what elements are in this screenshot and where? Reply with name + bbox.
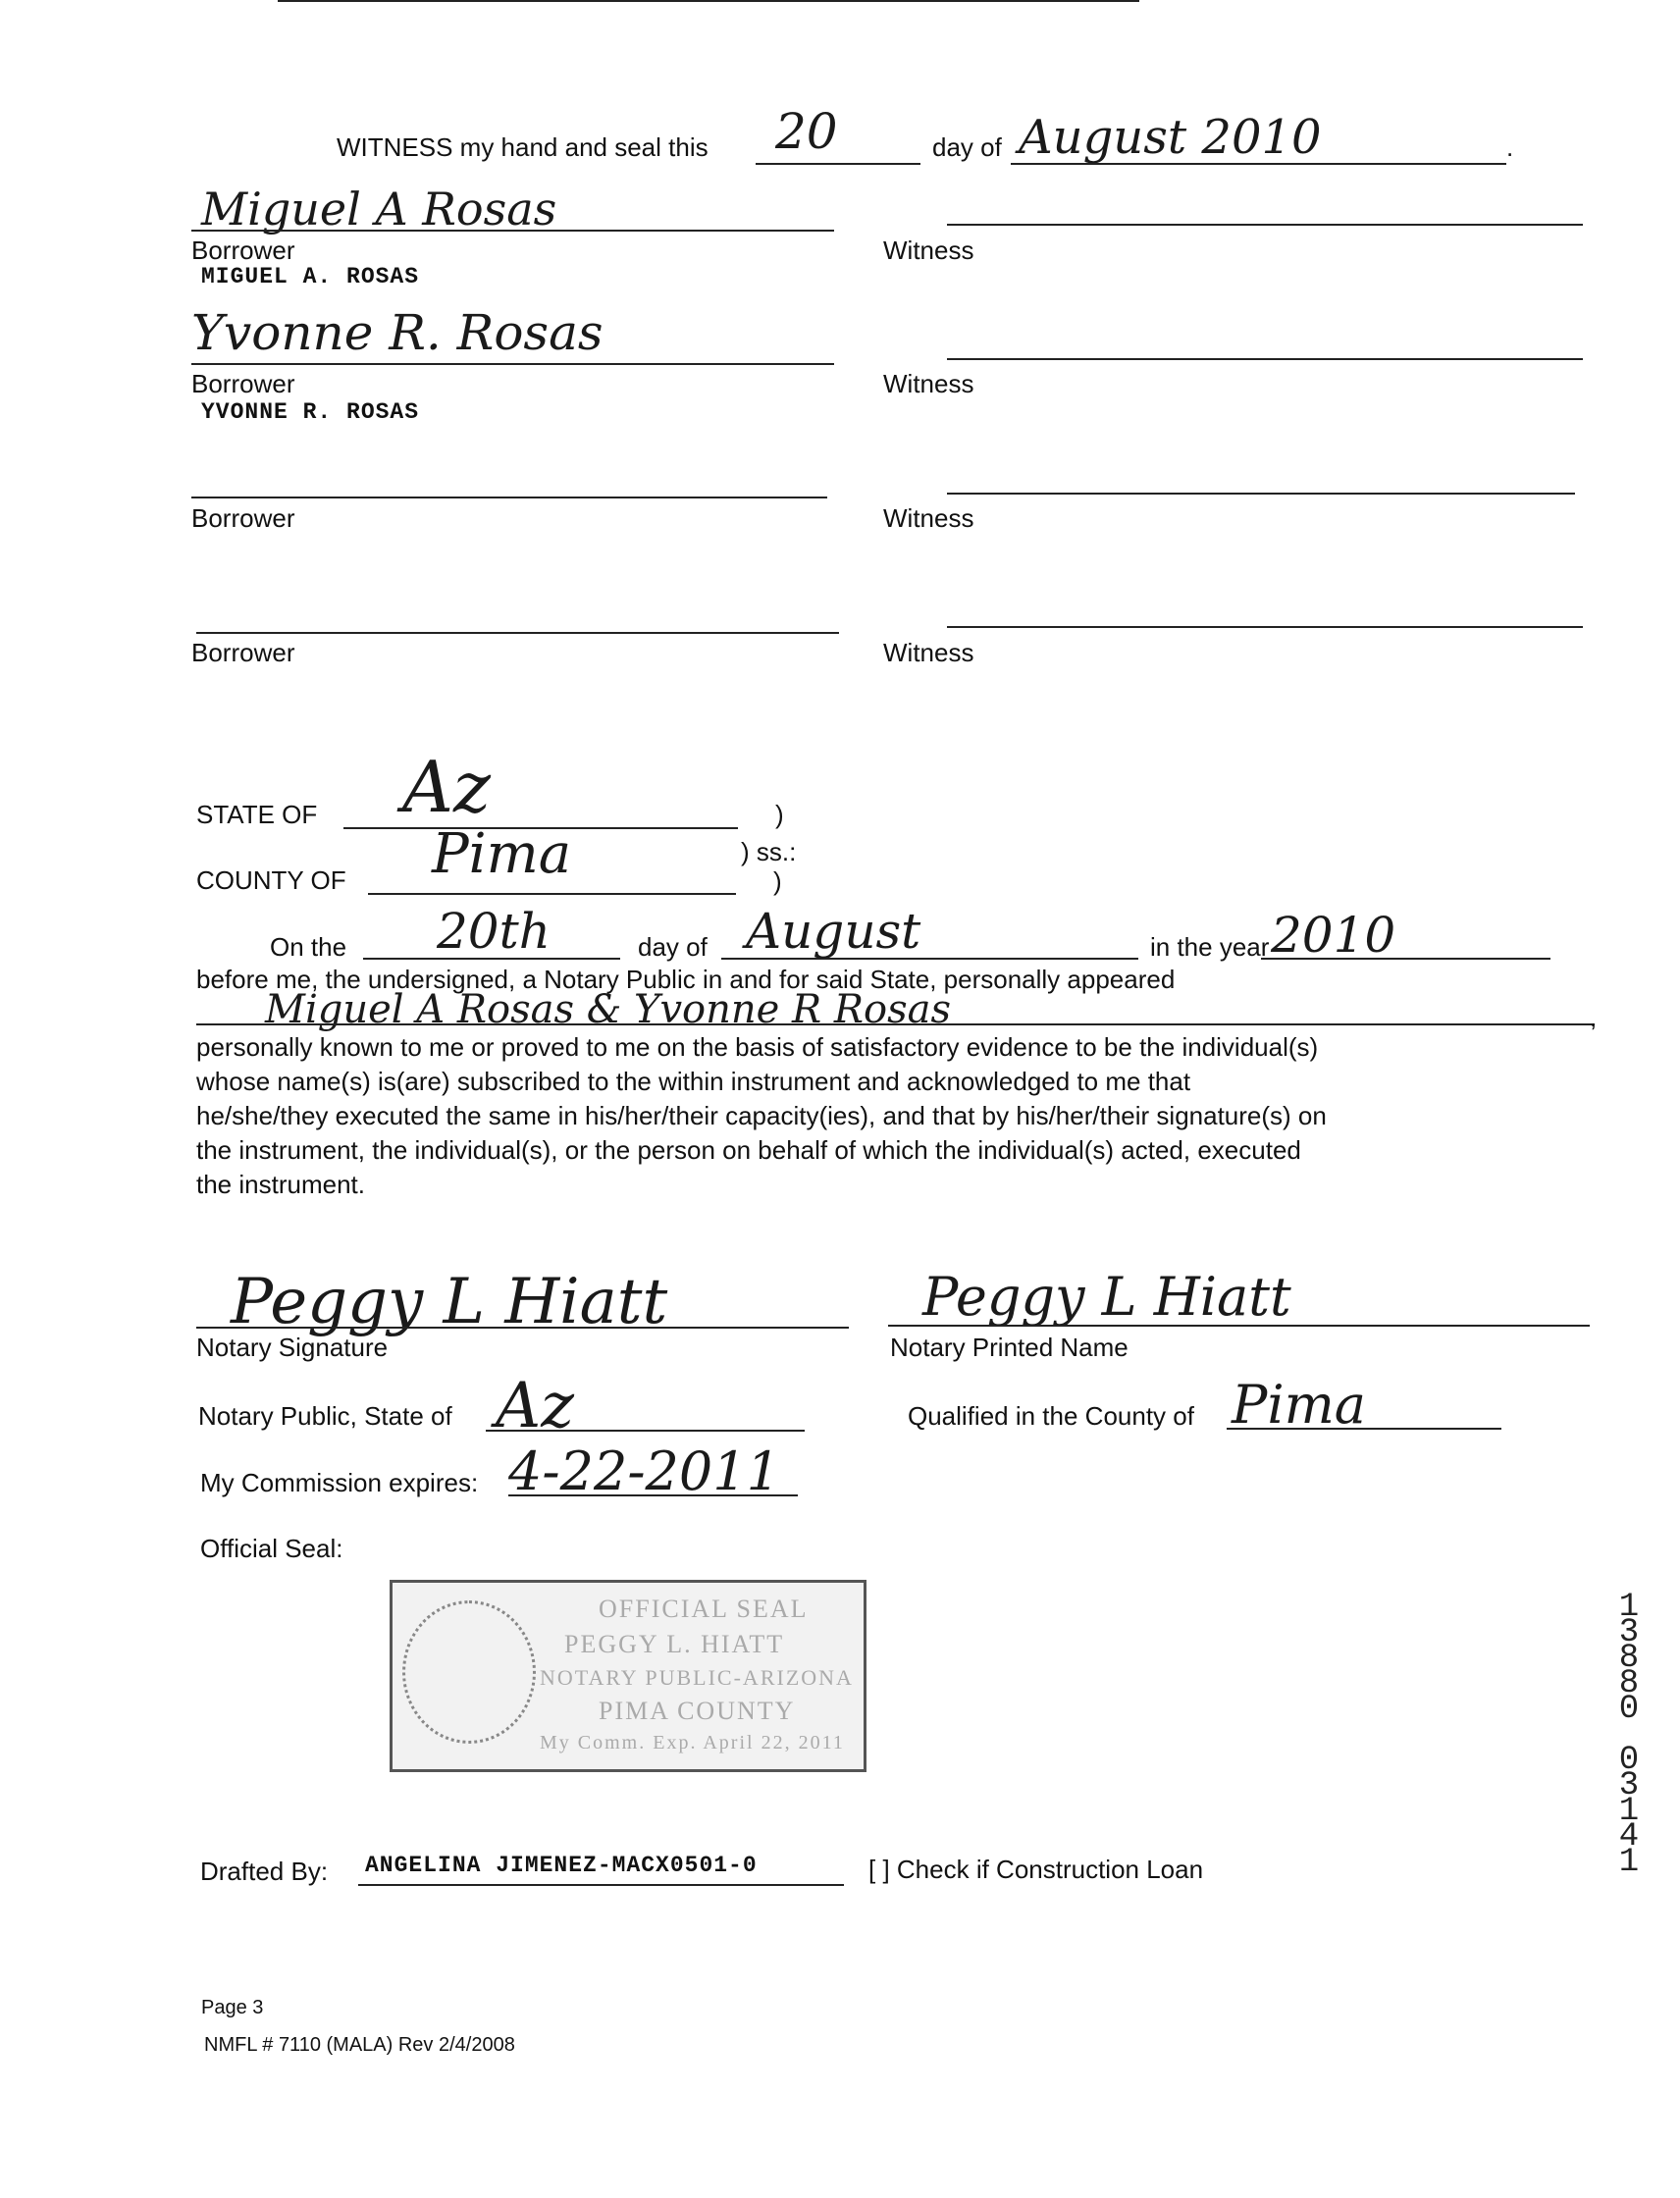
drafted-by-underline xyxy=(358,1884,844,1886)
day-of-label: day of xyxy=(638,932,708,962)
witness-1-line xyxy=(947,224,1583,226)
on-the-label: On the xyxy=(270,932,347,962)
commission-underline xyxy=(508,1494,798,1496)
borrower-1-line xyxy=(191,230,834,232)
recording-number-stamp: 1 3 8 8 0 0 3 1 4 1 xyxy=(1618,1589,1640,1881)
borrower-1-label: Borrower xyxy=(191,236,295,265)
witness-4-label: Witness xyxy=(883,638,974,667)
notary-state-underline xyxy=(486,1430,805,1432)
witness-prefix: WITNESS my hand and seal this xyxy=(337,132,709,162)
notary-county-underline xyxy=(1227,1428,1501,1430)
appeared-names: Miguel A Rosas & Yvonne R Rosas xyxy=(265,987,951,1032)
notary-year-underline xyxy=(1261,958,1550,960)
borrower-1-printed-name: MIGUEL A. ROSAS xyxy=(201,264,420,289)
appeared-comma: , xyxy=(1590,1003,1598,1032)
drafted-by-label: Drafted By: xyxy=(200,1857,329,1886)
notary-year-value: 2010 xyxy=(1271,907,1396,964)
notary-signature-label: Notary Signature xyxy=(196,1333,389,1362)
in-the-year-label: in the year xyxy=(1150,932,1270,962)
witness-period: . xyxy=(1506,132,1514,162)
state-label: STATE OF xyxy=(196,800,318,829)
borrower-3-label: Borrower xyxy=(191,503,295,533)
body-line: he/she/they executed the same in his/her/their capacity(ies), and that by his/her/their signature(s) on xyxy=(196,1101,1327,1130)
notary-signature: Peggy L Hiatt xyxy=(231,1266,668,1338)
page-number: Page 3 xyxy=(201,1997,264,2018)
commission-value: 4-22-2011 xyxy=(508,1440,780,1502)
witness-1-label: Witness xyxy=(883,236,974,265)
drafted-by-value: ANGELINA JIMENEZ-MACX0501-0 xyxy=(365,1853,758,1878)
notary-signature-line xyxy=(196,1327,849,1329)
construction-loan-checkbox[interactable]: [ ] Check if Construction Loan xyxy=(868,1855,1204,1884)
witness-4-line xyxy=(947,626,1583,628)
appeared-underline xyxy=(196,1023,1595,1025)
top-rule xyxy=(278,0,1139,2)
paren-1: ) xyxy=(775,800,784,829)
acknowledgment-paragraph xyxy=(196,1030,1327,1202)
county-underline xyxy=(368,893,736,895)
witness-3-line xyxy=(947,493,1575,495)
body-line: personally known to me or proved to me on the basis of satisfactory evidence to be the individual(s) xyxy=(196,1032,1319,1062)
seal-line: PIMA COUNTY xyxy=(599,1697,796,1725)
witness-month-year-value: August 2010 xyxy=(1019,110,1322,165)
notary-printed-name-line xyxy=(888,1325,1590,1327)
notary-printed-name-value: Peggy L Hiatt xyxy=(922,1266,1291,1328)
notary-county-label: Qualified in the County of xyxy=(908,1401,1194,1431)
county-label: COUNTY OF xyxy=(196,865,346,895)
borrower-2-signature: Yvonne R. Rosas xyxy=(191,304,604,361)
paren-2: ) xyxy=(773,866,782,896)
ss-label: ) ss.: xyxy=(741,837,797,866)
notary-county-value: Pima xyxy=(1232,1374,1367,1436)
body-line: the instrument. xyxy=(196,1170,365,1199)
notary-printed-name-label: Notary Printed Name xyxy=(890,1333,1129,1362)
borrower-2-printed-name: YVONNE R. ROSAS xyxy=(201,399,420,425)
commission-label: My Commission expires: xyxy=(200,1468,479,1497)
witness-day-value: 20 xyxy=(775,103,838,160)
witness-day-label: day of xyxy=(932,132,1002,162)
witness-day-underline xyxy=(756,163,920,165)
seal-emblem xyxy=(402,1600,536,1744)
notary-seal-stamp xyxy=(390,1580,866,1772)
borrower-4-line xyxy=(196,632,839,634)
witness-month-underline xyxy=(1011,163,1506,165)
county-value: Pima xyxy=(432,822,572,886)
before-me-text: before me, the undersigned, a Notary Public in and for said State, personally appeared xyxy=(196,965,1176,994)
borrower-2-line xyxy=(191,363,834,365)
borrower-2-label: Borrower xyxy=(191,369,295,398)
witness-2-line xyxy=(947,358,1583,360)
seal-line: My Comm. Exp. April 22, 2011 xyxy=(540,1732,845,1753)
notary-state-label: Notary Public, State of xyxy=(198,1401,452,1431)
form-id: NMFL # 7110 (MALA) Rev 2/4/2008 xyxy=(204,2034,515,2056)
witness-3-label: Witness xyxy=(883,503,974,533)
seal-line: NOTARY PUBLIC-ARIZONA xyxy=(540,1665,854,1690)
seal-line: PEGGY L. HIATT xyxy=(564,1630,785,1658)
state-value: Az xyxy=(402,746,491,828)
borrower-1-signature: Miguel A Rosas xyxy=(201,183,557,236)
body-line: whose name(s) is(are) subscribed to the within instrument and acknowledged to me that xyxy=(196,1067,1191,1096)
official-seal-label: Official Seal: xyxy=(200,1534,343,1563)
borrower-3-line xyxy=(191,497,827,498)
body-line: the instrument, the individual(s), or the person on behalf of which the individual(s) acted, executed xyxy=(196,1135,1301,1165)
notary-month-underline xyxy=(721,958,1138,960)
witness-2-label: Witness xyxy=(883,369,974,398)
notary-month-value: August xyxy=(746,903,921,960)
borrower-4-label: Borrower xyxy=(191,638,295,667)
notary-state-value: Az xyxy=(496,1370,574,1442)
notary-day-underline xyxy=(363,958,620,960)
notary-day-value: 20th xyxy=(437,903,551,960)
seal-line: OFFICIAL SEAL xyxy=(599,1595,809,1623)
